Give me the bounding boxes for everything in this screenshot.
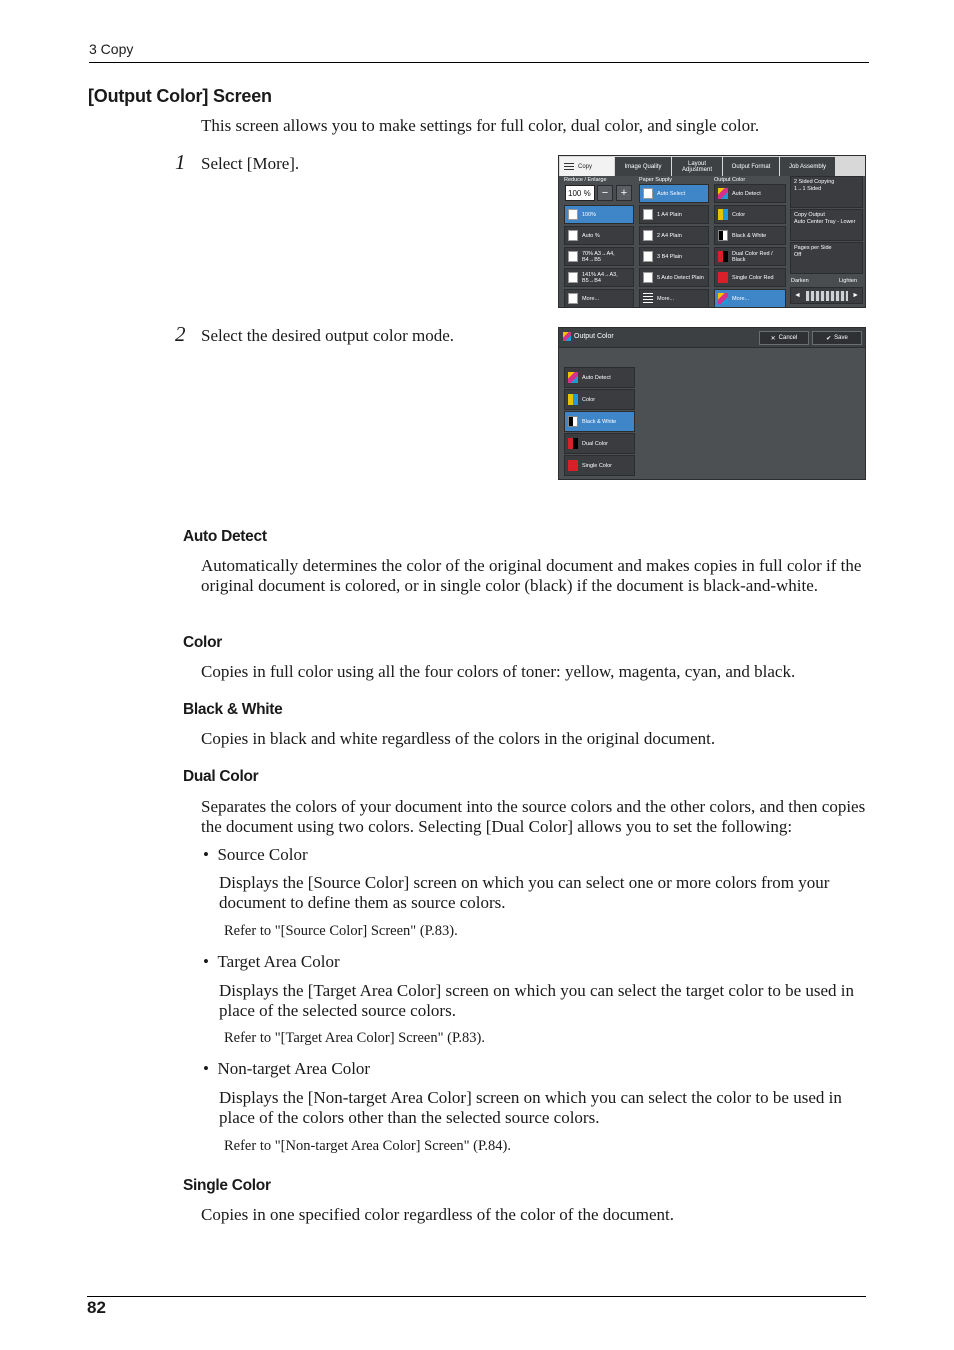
reduce-option-label: 70% A3→A4, B4→B5 bbox=[582, 250, 615, 263]
paper-tray-3[interactable] bbox=[639, 247, 709, 266]
black-white-icon bbox=[568, 416, 578, 427]
output-auto-detect[interactable] bbox=[714, 184, 786, 203]
copy-output-button[interactable] bbox=[790, 209, 863, 241]
page-number: 82 bbox=[87, 1298, 106, 1317]
density-level-bars bbox=[806, 291, 848, 301]
save-label: Save bbox=[834, 335, 848, 341]
reduce-option-label: 141% A4→A3, B5→B4 bbox=[582, 271, 618, 284]
target-area-color-label: Target Area Color bbox=[217, 952, 340, 971]
non-target-area-color-description: Displays the [Non-target Area Color] screen on which you can select the color to be used in place of the colors other than the selected source colors. bbox=[219, 1088, 842, 1127]
black-white-heading: Black & White bbox=[183, 701, 283, 718]
step-text-2: Select the desired output color mode. bbox=[201, 326, 455, 345]
step-number-2: 2 bbox=[175, 322, 186, 346]
auto-detect-icon bbox=[568, 372, 578, 383]
output-option-label: Color bbox=[732, 211, 746, 218]
check-icon: ✔ bbox=[826, 335, 832, 342]
output-color-icon bbox=[718, 293, 728, 304]
pages-per-side-title: Pages per Side bbox=[794, 245, 832, 251]
save-button[interactable] bbox=[812, 331, 862, 345]
copy-output-title: Copy Output bbox=[794, 212, 825, 218]
auto-detect-heading: Auto Detect bbox=[183, 528, 267, 545]
bullet-item: • Non-target Area Color bbox=[203, 1059, 371, 1078]
close-icon: ✕ bbox=[770, 335, 776, 342]
option-label: Color bbox=[582, 396, 596, 403]
option-single-color[interactable] bbox=[564, 455, 635, 476]
paper-option-label: 3 B4 Plain bbox=[657, 253, 683, 260]
output-more-button[interactable] bbox=[714, 289, 786, 308]
two-sided-value: 1→1 Sided bbox=[794, 185, 822, 192]
paper-option-label: Auto Select bbox=[657, 190, 686, 197]
running-header: 3 Copy bbox=[89, 41, 134, 57]
header-divider bbox=[89, 62, 869, 63]
two-sided-copying-button[interactable] bbox=[790, 176, 863, 208]
reduce-option-auto[interactable] bbox=[564, 226, 634, 245]
paper-more-button[interactable] bbox=[639, 289, 709, 308]
reduce-plus-button[interactable]: + bbox=[616, 185, 632, 201]
black-white-description: Copies in black and white regardless of the colors in the original document. bbox=[201, 729, 716, 748]
single-color-description: Copies in one specified color regardless of the color of the document. bbox=[201, 1205, 675, 1224]
target-area-color-reference: Refer to "[Target Area Color] Screen" (P.83). bbox=[224, 1030, 485, 1046]
reduce-more-label: More... bbox=[582, 295, 600, 302]
black-white-icon bbox=[718, 230, 728, 241]
color-description: Copies in full color using all the four colors of toner: yellow, magenta, cyan, and black. bbox=[201, 662, 796, 681]
output-color-heading: Output Color bbox=[714, 177, 746, 183]
option-label: Black & White bbox=[582, 418, 617, 425]
document-icon bbox=[568, 272, 578, 283]
color-heading: Color bbox=[183, 634, 222, 651]
paper-option-label: 2 A4 Plain bbox=[657, 232, 682, 239]
paper-more-label: More... bbox=[657, 295, 675, 302]
reduce-option-70[interactable] bbox=[564, 247, 634, 266]
reduce-option-label: 100% bbox=[582, 211, 597, 218]
copy-icon bbox=[564, 163, 574, 171]
output-color-icon bbox=[563, 332, 571, 341]
output-color[interactable] bbox=[714, 205, 786, 224]
tab-bar bbox=[559, 156, 865, 176]
output-color-title-bar bbox=[559, 328, 865, 348]
output-dual-color[interactable] bbox=[714, 247, 786, 266]
paper-auto-select[interactable] bbox=[639, 184, 709, 203]
document-icon bbox=[568, 251, 578, 262]
output-option-label: Single Color Red bbox=[732, 274, 774, 281]
footer-divider bbox=[87, 1296, 866, 1297]
darken-label: Darken bbox=[791, 278, 809, 284]
tab-layout-adjustment[interactable]: Layout Adjustment bbox=[672, 157, 723, 176]
cancel-button[interactable] bbox=[759, 331, 809, 345]
paper-tray-icon bbox=[643, 251, 653, 262]
tab-image-quality[interactable]: Image Quality bbox=[615, 157, 672, 176]
paper-option-label: 5 Auto Detect Plain bbox=[657, 274, 704, 281]
option-auto-detect[interactable] bbox=[564, 367, 635, 388]
non-target-area-color-label: Non-target Area Color bbox=[217, 1059, 371, 1078]
option-color[interactable] bbox=[564, 389, 635, 410]
cancel-label: Cancel bbox=[778, 335, 798, 341]
copy-screen-screenshot bbox=[558, 155, 866, 308]
reduce-option-100[interactable] bbox=[564, 205, 634, 224]
paper-tray-icon bbox=[643, 272, 653, 283]
output-single-color[interactable] bbox=[714, 268, 786, 287]
bullet-item: • Target Area Color bbox=[203, 952, 340, 971]
source-color-reference: Refer to "[Source Color] Screen" (P.83). bbox=[224, 923, 458, 939]
reduce-option-141[interactable] bbox=[564, 268, 634, 287]
paper-icon bbox=[643, 188, 653, 199]
reduce-value-field[interactable]: 100 % bbox=[565, 185, 595, 201]
non-target-area-color-reference: Refer to "[Non-target Area Color] Screen" (P.84). bbox=[224, 1138, 511, 1154]
option-black-white[interactable] bbox=[564, 411, 635, 432]
source-color-description: Displays the [Source Color] screen on which you can select one or more colors from your document to define them as source colors. bbox=[219, 873, 830, 912]
step-text-1: Select [More]. bbox=[201, 154, 300, 173]
reduce-option-label: Auto % bbox=[582, 232, 600, 239]
option-label: Auto Detect bbox=[582, 374, 611, 381]
paper-tray-2[interactable] bbox=[639, 226, 709, 245]
dual-color-icon bbox=[568, 438, 578, 449]
auto-detect-description: Automatically determines the color of the original document and makes copies in full color if the original document is colored, or in single color (black) if the document is black-and-white. bbox=[201, 556, 862, 595]
pages-per-side-value: Off bbox=[794, 251, 802, 258]
paper-tray-icon bbox=[643, 230, 653, 241]
density-slider[interactable] bbox=[790, 287, 863, 304]
document-icon bbox=[568, 230, 578, 241]
paper-option-label: 1 A4 Plain bbox=[657, 211, 682, 218]
paper-tray-1[interactable] bbox=[639, 205, 709, 224]
auto-detect-icon bbox=[718, 188, 728, 199]
document-icon bbox=[568, 209, 578, 220]
output-option-label: Black & White bbox=[732, 232, 767, 239]
paper-tray-icon bbox=[643, 209, 653, 220]
single-color-icon bbox=[718, 272, 728, 283]
color-icon bbox=[568, 394, 578, 405]
output-more-label: More... bbox=[732, 295, 750, 302]
output-color-screen-screenshot bbox=[558, 327, 866, 480]
tab-copy-label: Copy bbox=[578, 163, 593, 170]
pages-per-side-button[interactable] bbox=[790, 242, 863, 274]
color-icon bbox=[718, 209, 728, 220]
reduce-more-button[interactable] bbox=[564, 289, 634, 308]
tab-job-assembly[interactable]: Job Assembly bbox=[780, 157, 836, 176]
output-option-label: Auto Detect bbox=[732, 190, 761, 197]
density-right-arrow[interactable]: ► bbox=[852, 292, 859, 299]
option-dual-color[interactable] bbox=[564, 433, 635, 454]
option-label: Dual Color bbox=[582, 440, 608, 447]
two-sided-title: 2 Sided Copying bbox=[794, 179, 835, 185]
paper-tray-5[interactable] bbox=[639, 268, 709, 287]
tab-output-format[interactable]: Output Format bbox=[723, 157, 780, 176]
output-option-label: Dual Color Red / Black bbox=[732, 250, 773, 263]
section-heading: [Output Color] Screen bbox=[88, 86, 272, 106]
section-intro: This screen allows you to make settings for full color, dual color, and single color. bbox=[201, 116, 760, 135]
output-color-title-text: Output Color bbox=[574, 333, 614, 340]
source-color-label: Source Color bbox=[217, 845, 308, 864]
dual-color-heading: Dual Color bbox=[183, 768, 259, 785]
density-left-arrow[interactable]: ◄ bbox=[794, 292, 801, 299]
dual-color-description: Separates the colors of your document into the source colors and the other colors, and then copies the document using two colors. Selecting [Dual Color] allows you to set the following: bbox=[201, 797, 866, 836]
single-color-icon bbox=[568, 460, 578, 471]
bullet-item: • Source Color bbox=[203, 845, 308, 864]
list-icon bbox=[643, 293, 653, 304]
output-black-white[interactable] bbox=[714, 226, 786, 245]
output-color-title bbox=[563, 332, 614, 341]
document-icon bbox=[568, 293, 578, 304]
dual-color-icon bbox=[718, 251, 728, 262]
paper-supply-heading: Paper Supply bbox=[639, 177, 673, 183]
lighten-label: Lighten bbox=[839, 278, 858, 284]
reduce-enlarge-heading: Reduce / Enlarge bbox=[564, 177, 607, 183]
reduce-minus-button[interactable]: − bbox=[597, 185, 613, 201]
copy-output-value: Auto Center Tray - Lower bbox=[794, 218, 856, 225]
tab-copy[interactable] bbox=[560, 157, 615, 176]
option-label: Single Color bbox=[582, 462, 612, 469]
target-area-color-description: Displays the [Target Area Color] screen on which you can select the target color to be used in place of the selected source colors. bbox=[219, 981, 855, 1020]
step-number-1: 1 bbox=[175, 150, 186, 174]
single-color-heading: Single Color bbox=[183, 1177, 271, 1194]
